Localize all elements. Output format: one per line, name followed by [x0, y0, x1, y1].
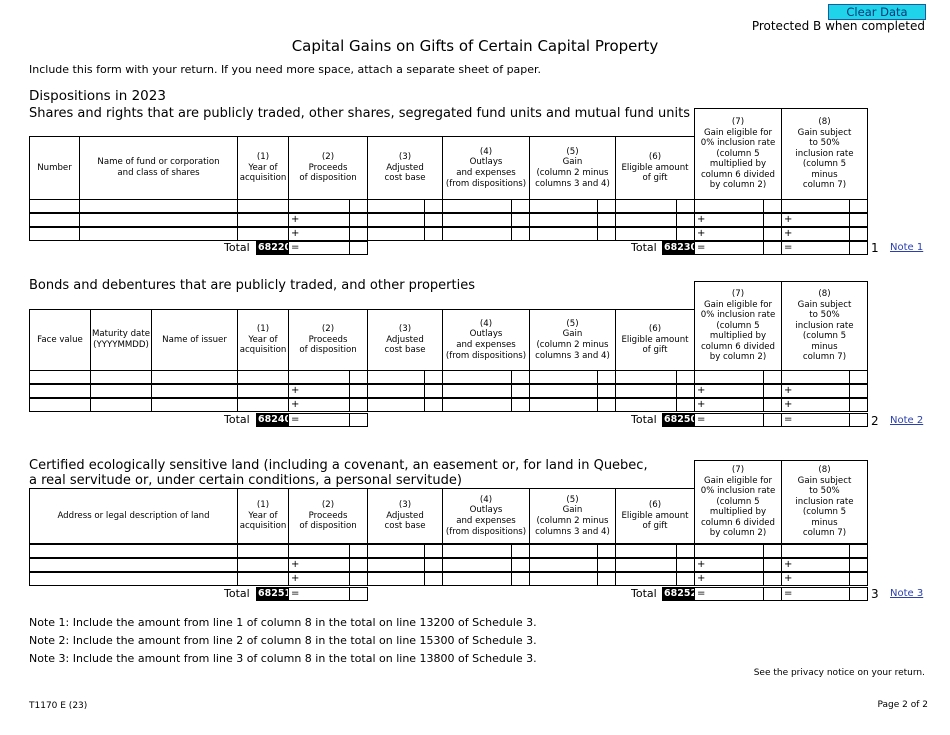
section2-total-c2-cents[interactable] — [349, 413, 368, 427]
section2-row1-c2-input[interactable] — [288, 370, 350, 384]
section1-row2-c2-input[interactable] — [288, 213, 350, 227]
section2-row3-c1-input[interactable] — [237, 398, 289, 412]
section3-c6-header: (6) Eligible amount of gift — [615, 488, 695, 544]
section1-c5-header: (5) Gain (column 2 minus columns 3 and 4) — [529, 136, 616, 200]
section3-row1-c6-input[interactable] — [615, 544, 677, 558]
section2-row1-c7-input[interactable] — [694, 370, 764, 384]
section3-row2-c6-input[interactable] — [615, 558, 677, 572]
line-2: 2 — [871, 414, 879, 428]
equals-sign: = — [291, 414, 300, 425]
equals-sign: = — [291, 588, 300, 599]
section3-row2-c4-input[interactable] — [442, 558, 512, 572]
plus-sign: + — [291, 214, 300, 225]
section1-c3-header: (3) Adjusted cost base — [367, 136, 443, 200]
section1-row2-c3-cents[interactable] — [424, 213, 443, 227]
section2-row2-c4-input[interactable] — [442, 384, 512, 398]
section3-row3-c2-cents[interactable] — [349, 572, 368, 586]
section3-row2-c7-input[interactable] — [694, 558, 764, 572]
plus-sign: + — [291, 228, 300, 239]
section1-total-label-a: Total — [224, 241, 250, 254]
section1-total-c2-cents[interactable] — [349, 241, 368, 255]
section2-col8-header: (8) Gain subject to 50% inclusion rate (column 5 minus column 7) — [781, 281, 868, 371]
section2-row2-c6-cents[interactable] — [676, 384, 695, 398]
section1-row2-name-input[interactable] — [79, 213, 238, 227]
section3-row3-c1-input[interactable] — [237, 572, 289, 586]
section1-total-c8-cents[interactable] — [849, 241, 868, 255]
section3-c1-header: (1) Year of acquisition — [237, 488, 289, 544]
plus-sign: + — [291, 573, 300, 584]
section2-row1-face-value-input[interactable] — [29, 370, 91, 384]
section1-row1-c2-cents[interactable] — [349, 199, 368, 213]
section2-code-a: 68240 — [258, 414, 292, 425]
plus-sign: + — [697, 214, 706, 225]
section2-row2-c3-input[interactable] — [367, 384, 425, 398]
section1-row2-c4-input[interactable] — [442, 213, 512, 227]
section2-row2-issuer-input[interactable] — [151, 384, 238, 398]
plus-sign: + — [291, 385, 300, 396]
section2-total-c8-cents[interactable] — [849, 413, 868, 427]
section2-row1-c3-input[interactable] — [367, 370, 425, 384]
section1-row2-c7-cents[interactable] — [763, 213, 782, 227]
section1-total-c2-input[interactable] — [288, 241, 350, 255]
section3-row2-c8-cents[interactable] — [849, 558, 868, 572]
section1-name-header: Name of fund or corporation and class of shares — [79, 136, 238, 200]
plus-sign: + — [784, 228, 793, 239]
section2-row1-c5-cents[interactable] — [597, 370, 616, 384]
line-3: 3 — [871, 587, 879, 601]
section1-row3-c3-input[interactable] — [367, 227, 425, 241]
section3-address-header: Address or legal description of land — [29, 488, 238, 544]
section2-total-c7-input[interactable] — [694, 413, 764, 427]
plus-sign: + — [697, 385, 706, 396]
section2-row3-c7-cents[interactable] — [763, 398, 782, 412]
section1-c4-header: (4) Outlays and expenses (from dispositions) — [442, 136, 530, 200]
section1-total-c7-input[interactable] — [694, 241, 764, 255]
section3-row3-address-input[interactable] — [29, 572, 238, 586]
section2-total-label-b: Total — [631, 413, 657, 426]
section1-heading: Dispositions in 2023 — [29, 88, 166, 104]
section1-col8-header: (8) Gain subject to 50% inclusion rate (column 5 minus column 7) — [781, 108, 868, 200]
section1-row3-c5-input[interactable] — [529, 227, 598, 241]
section1-row1-c8-cents[interactable] — [849, 199, 868, 213]
section3-total-c7-cents[interactable] — [763, 587, 782, 601]
section3-row3-c6-input[interactable] — [615, 572, 677, 586]
section3-row2-c7-cents[interactable] — [763, 558, 782, 572]
section2-c6-header: (6) Eligible amount of gift — [615, 309, 695, 371]
section2-row3-maturity-input[interactable] — [90, 398, 152, 412]
section2-row1-c7-cents[interactable] — [763, 370, 782, 384]
form-id: T1170 E (23) — [29, 701, 88, 711]
section3-row1-c6-cents[interactable] — [676, 544, 695, 558]
section1-row3-c6-input[interactable] — [615, 227, 677, 241]
section1-row2-c3-input[interactable] — [367, 213, 425, 227]
section3-row1-c8-cents[interactable] — [849, 544, 868, 558]
section2-row2-c5-cents[interactable] — [597, 384, 616, 398]
note-2-link[interactable]: Note 2 — [890, 415, 924, 426]
section1-row3-c6-cents[interactable] — [676, 227, 695, 241]
section3-row3-c7-input[interactable] — [694, 572, 764, 586]
section2-row1-c1-input[interactable] — [237, 370, 289, 384]
section1-row1-c3-cents[interactable] — [424, 199, 443, 213]
section1-row2-c6-input[interactable] — [615, 213, 677, 227]
section3-row3-c4-input[interactable] — [442, 572, 512, 586]
privacy-notice: See the privacy notice on your return. — [753, 668, 925, 678]
section1-code-a: 68220 — [258, 242, 292, 253]
section1-row1-name-input[interactable] — [79, 199, 238, 213]
section3-row3-c7-cents[interactable] — [763, 572, 782, 586]
intro-text: Include this form with your return. If you need more space, attach a separate sheet of paper. — [29, 63, 542, 76]
section1-row3-name-input[interactable] — [79, 227, 238, 241]
section2-row3-issuer-input[interactable] — [151, 398, 238, 412]
section1-row3-c5-cents[interactable] — [597, 227, 616, 241]
section3-subheading-2: a real servitude or, under certain conditions, a personal servitude) — [29, 473, 462, 488]
equals-sign: = — [697, 414, 706, 425]
section3-row3-c4-cents[interactable] — [511, 572, 530, 586]
section3-row1-c4-cents[interactable] — [511, 544, 530, 558]
section2-row1-c6-cents[interactable] — [676, 370, 695, 384]
section1-row1-c1-input[interactable] — [237, 199, 289, 213]
section2-row1-c8-input[interactable] — [781, 370, 850, 384]
section2-row3-c3-cents[interactable] — [424, 398, 443, 412]
section2-row2-c6-input[interactable] — [615, 384, 677, 398]
section3-row2-c2-cents[interactable] — [349, 558, 368, 572]
section1-row3-c7-cents[interactable] — [763, 227, 782, 241]
section2-row2-c8-input[interactable] — [781, 384, 850, 398]
section3-total-label-a: Total — [224, 587, 250, 600]
section2-maturity-header: Maturity date (YYYYMMDD) — [90, 309, 152, 371]
page-title: Capital Gains on Gifts of Certain Capital Property — [291, 37, 659, 55]
section2-row3-c4-cents[interactable] — [511, 398, 530, 412]
section3-row1-c7-cents[interactable] — [763, 544, 782, 558]
section3-col8-header: (8) Gain subject to 50% inclusion rate (column 5 minus column 7) — [781, 460, 868, 544]
section2-row1-c6-input[interactable] — [615, 370, 677, 384]
section1-row1-c5-input[interactable] — [529, 199, 598, 213]
section2-row3-c4-input[interactable] — [442, 398, 512, 412]
section1-total-c8-input[interactable] — [781, 241, 850, 255]
clear-data-button[interactable]: Clear Data — [828, 4, 926, 20]
section2-total-c2-input[interactable] — [288, 413, 350, 427]
section3-row2-address-input[interactable] — [29, 558, 238, 572]
section2-row2-c3-cents[interactable] — [424, 384, 443, 398]
section3-row1-c8-input[interactable] — [781, 544, 850, 558]
section2-row3-c7-input[interactable] — [694, 398, 764, 412]
section3-row2-c3-cents[interactable] — [424, 558, 443, 572]
section2-row3-c6-cents[interactable] — [676, 398, 695, 412]
section3-subheading-1: Certified ecologically sensitive land (including a covenant, an easement or, for land in Quebec, — [29, 458, 648, 473]
section3-row3-c6-cents[interactable] — [676, 572, 695, 586]
section3-total-c7-input[interactable] — [694, 587, 764, 601]
section2-c5-header: (5) Gain (column 2 minus columns 3 and 4) — [529, 309, 616, 371]
section1-row3-number-input[interactable] — [29, 227, 80, 241]
section1-row3-c4-input[interactable] — [442, 227, 512, 241]
plus-sign: + — [697, 573, 706, 584]
section2-row1-c8-cents[interactable] — [849, 370, 868, 384]
section1-number-header: Number — [29, 136, 80, 200]
note-1-link[interactable]: Note 1 — [890, 242, 924, 253]
equals-sign: = — [291, 242, 300, 253]
section3-row1-c4-input[interactable] — [442, 544, 512, 558]
equals-sign: = — [784, 414, 793, 425]
section2-row1-c4-cents[interactable] — [511, 370, 530, 384]
protected-label: Protected B when completed — [751, 19, 925, 33]
section3-row3-c3-input[interactable] — [367, 572, 425, 586]
section1-row3-c2-cents[interactable] — [349, 227, 368, 241]
section1-row3-c3-cents[interactable] — [424, 227, 443, 241]
plus-sign: + — [784, 385, 793, 396]
section3-code-a: 68251 — [258, 588, 292, 599]
section2-c1-header: (1) Year of acquisition — [237, 309, 289, 371]
section3-c3-header: (3) Adjusted cost base — [367, 488, 443, 544]
section2-face-value-header: Face value — [29, 309, 91, 371]
section2-col7-header: (7) Gain eligible for 0% inclusion rate (column 5 multiplied by column 6 divided by column 2) — [694, 281, 782, 371]
section2-row2-c4-cents[interactable] — [511, 384, 530, 398]
section1-subheading: Shares and rights that are publicly traded, other shares, segregated fund units and mutual fund units — [29, 106, 690, 121]
section3-total-c2-input[interactable] — [288, 587, 350, 601]
section1-total-label-b: Total — [631, 241, 657, 254]
section2-row2-face-value-input[interactable] — [29, 384, 91, 398]
section3-row1-c5-input[interactable] — [529, 544, 598, 558]
section2-row2-c7-cents[interactable] — [763, 384, 782, 398]
section2-row2-c2-cents[interactable] — [349, 384, 368, 398]
section2-total-c8-input[interactable] — [781, 413, 850, 427]
section3-row1-address-input[interactable] — [29, 544, 238, 558]
line-1: 1 — [871, 241, 879, 255]
section2-row2-c2-input[interactable] — [288, 384, 350, 398]
section1-row1-c5-cents[interactable] — [597, 199, 616, 213]
note-1-text: Note 1: Include the amount from line 1 of column 8 in the total on line 13200 of Schedule 3. — [29, 616, 537, 629]
section3-row1-c3-cents[interactable] — [424, 544, 443, 558]
plus-sign: + — [784, 214, 793, 225]
section1-row1-c6-cents[interactable] — [676, 199, 695, 213]
section3-total-label-b: Total — [631, 587, 657, 600]
section3-row1-c7-input[interactable] — [694, 544, 764, 558]
section1-row2-number-input[interactable] — [29, 213, 80, 227]
section1-row2-c5-cents[interactable] — [597, 213, 616, 227]
equals-sign: = — [784, 588, 793, 599]
section2-row1-c5-input[interactable] — [529, 370, 598, 384]
section1-code-b: 68230 — [664, 242, 698, 253]
section3-row1-c3-input[interactable] — [367, 544, 425, 558]
plus-sign: + — [697, 228, 706, 239]
section3-row3-c3-cents[interactable] — [424, 572, 443, 586]
section3-row2-c5-input[interactable] — [529, 558, 598, 572]
section2-row1-c4-input[interactable] — [442, 370, 512, 384]
section3-row3-c8-cents[interactable] — [849, 572, 868, 586]
section1-row2-c1-input[interactable] — [237, 213, 289, 227]
section3-row2-c1-input[interactable] — [237, 558, 289, 572]
section1-row3-c1-input[interactable] — [237, 227, 289, 241]
section1-total-c7-cents[interactable] — [763, 241, 782, 255]
section2-total-c7-cents[interactable] — [763, 413, 782, 427]
section2-issuer-header: Name of issuer — [151, 309, 238, 371]
section2-row1-c3-cents[interactable] — [424, 370, 443, 384]
section3-col7-header: (7) Gain eligible for 0% inclusion rate (column 5 multiplied by column 6 divided by column 2) — [694, 460, 782, 544]
section2-subheading: Bonds and debentures that are publicly traded, and other properties — [29, 278, 476, 293]
section1-row2-c4-cents[interactable] — [511, 213, 530, 227]
section2-row1-issuer-input[interactable] — [151, 370, 238, 384]
section3-total-c2-cents[interactable] — [349, 587, 368, 601]
equals-sign: = — [697, 588, 706, 599]
section3-row1-c1-input[interactable] — [237, 544, 289, 558]
note-3-text: Note 3: Include the amount from line 3 of column 8 in the total on line 13800 of Schedule 3. — [29, 652, 537, 665]
section1-row2-c6-cents[interactable] — [676, 213, 695, 227]
section2-row3-c6-input[interactable] — [615, 398, 677, 412]
section3-row2-c4-cents[interactable] — [511, 558, 530, 572]
section1-row2-c2-cents[interactable] — [349, 213, 368, 227]
section1-row2-c7-input[interactable] — [694, 213, 764, 227]
section3-row3-c5-input[interactable] — [529, 572, 598, 586]
section2-row2-c5-input[interactable] — [529, 384, 598, 398]
section1-row2-c8-cents[interactable] — [849, 213, 868, 227]
section3-row2-c2-input[interactable] — [288, 558, 350, 572]
section3-total-c8-cents[interactable] — [849, 587, 868, 601]
section1-row1-c4-input[interactable] — [442, 199, 512, 213]
section3-c4-header: (4) Outlays and expenses (from dispositions) — [442, 488, 530, 544]
section1-row2-c5-input[interactable] — [529, 213, 598, 227]
section2-row2-c7-input[interactable] — [694, 384, 764, 398]
section1-row1-c8-input[interactable] — [781, 199, 850, 213]
section3-code-b: 68252 — [664, 588, 698, 599]
section3-row1-c5-cents[interactable] — [597, 544, 616, 558]
section3-row2-c6-cents[interactable] — [676, 558, 695, 572]
section1-row3-c8-input[interactable] — [781, 227, 850, 241]
section1-row3-c4-cents[interactable] — [511, 227, 530, 241]
section2-c2-header: (2) Proceeds of disposition — [288, 309, 368, 371]
section2-row3-c5-input[interactable] — [529, 398, 598, 412]
section3-row3-c2-input[interactable] — [288, 572, 350, 586]
section1-col7-header: (7) Gain eligible for 0% inclusion rate (column 5 multiplied by column 6 divided by column 2) — [694, 108, 782, 200]
section1-row1-c6-input[interactable] — [615, 199, 677, 213]
section2-row3-c2-input[interactable] — [288, 398, 350, 412]
section3-row1-c2-input[interactable] — [288, 544, 350, 558]
section1-c1-header: (1) Year of acquisition — [237, 136, 289, 200]
section2-code-b: 68250 — [664, 414, 698, 425]
section1-row1-c2-input[interactable] — [288, 199, 350, 213]
section2-row2-c1-input[interactable] — [237, 384, 289, 398]
section2-row3-c2-cents[interactable] — [349, 398, 368, 412]
section3-row2-c8-input[interactable] — [781, 558, 850, 572]
section3-row2-c5-cents[interactable] — [597, 558, 616, 572]
section1-row2-c8-input[interactable] — [781, 213, 850, 227]
section2-row3-c3-input[interactable] — [367, 398, 425, 412]
section3-total-c8-input[interactable] — [781, 587, 850, 601]
section2-row1-maturity-input[interactable] — [90, 370, 152, 384]
section2-c3-header: (3) Adjusted cost base — [367, 309, 443, 371]
section3-row2-c3-input[interactable] — [367, 558, 425, 572]
equals-sign: = — [697, 242, 706, 253]
section2-row2-c8-cents[interactable] — [849, 384, 868, 398]
plus-sign: + — [784, 559, 793, 570]
section1-row1-c7-input[interactable] — [694, 199, 764, 213]
section2-row3-c8-input[interactable] — [781, 398, 850, 412]
plus-sign: + — [291, 399, 300, 410]
section2-c4-header: (4) Outlays and expenses (from dispositions) — [442, 309, 530, 371]
section3-row1-c2-cents[interactable] — [349, 544, 368, 558]
section1-row3-c8-cents[interactable] — [849, 227, 868, 241]
section2-row3-c5-cents[interactable] — [597, 398, 616, 412]
section1-row1-c3-input[interactable] — [367, 199, 425, 213]
plus-sign: + — [697, 399, 706, 410]
plus-sign: + — [291, 559, 300, 570]
section1-row3-c7-input[interactable] — [694, 227, 764, 241]
plus-sign: + — [697, 559, 706, 570]
section1-row1-number-input[interactable] — [29, 199, 80, 213]
section1-row3-c2-input[interactable] — [288, 227, 350, 241]
section3-c5-header: (5) Gain (column 2 minus columns 3 and 4) — [529, 488, 616, 544]
page-number: Page 2 of 2 — [877, 700, 928, 710]
section2-total-label-a: Total — [224, 413, 250, 426]
section1-row1-c4-cents[interactable] — [511, 199, 530, 213]
section3-row3-c5-cents[interactable] — [597, 572, 616, 586]
section2-row3-face-value-input[interactable] — [29, 398, 91, 412]
note-3-link[interactable]: Note 3 — [890, 588, 924, 599]
section3-c2-header: (2) Proceeds of disposition — [288, 488, 368, 544]
section1-row1-c7-cents[interactable] — [763, 199, 782, 213]
section1-c6-header: (6) Eligible amount of gift — [615, 136, 695, 200]
section2-row3-c8-cents[interactable] — [849, 398, 868, 412]
section3-row3-c8-input[interactable] — [781, 572, 850, 586]
section2-row1-c2-cents[interactable] — [349, 370, 368, 384]
plus-sign: + — [784, 573, 793, 584]
note-2-text: Note 2: Include the amount from line 2 of column 8 in the total on line 15300 of Schedule 3. — [29, 634, 537, 647]
equals-sign: = — [784, 242, 793, 253]
section2-row2-maturity-input[interactable] — [90, 384, 152, 398]
section1-c2-header: (2) Proceeds of disposition — [288, 136, 368, 200]
plus-sign: + — [784, 399, 793, 410]
